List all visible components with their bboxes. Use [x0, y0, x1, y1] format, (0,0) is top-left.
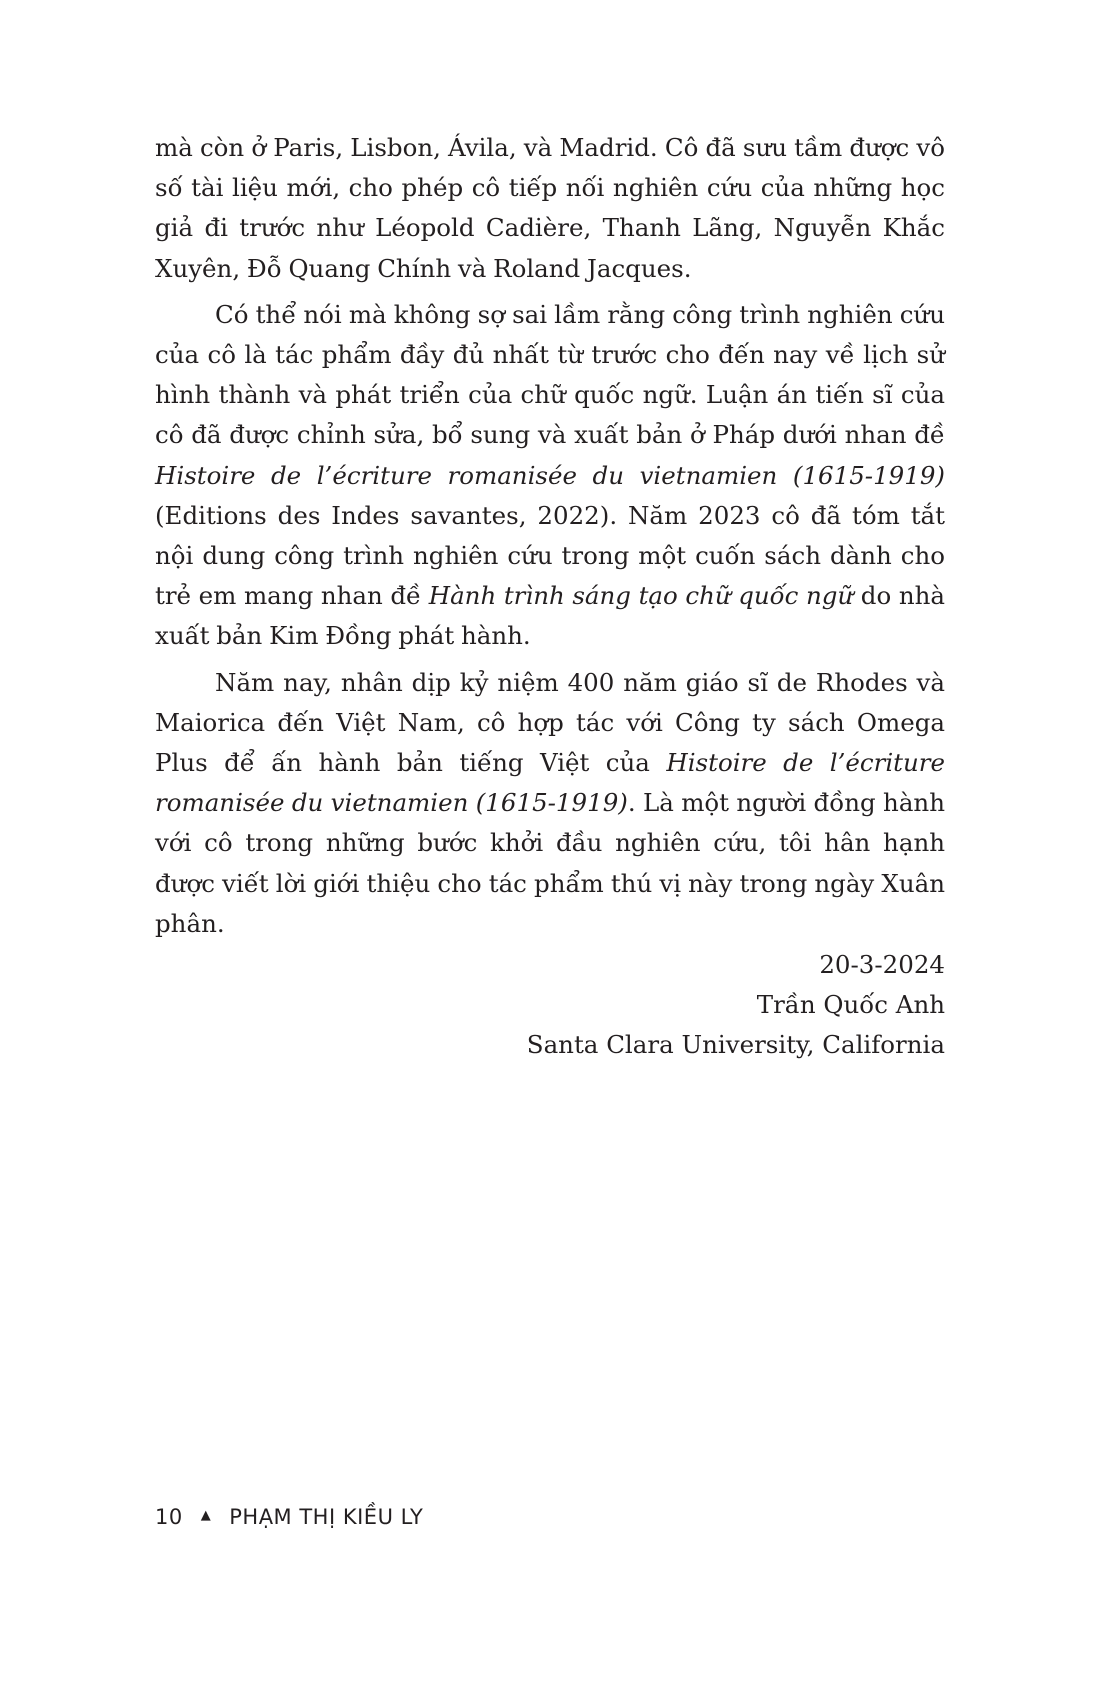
paragraph-2 — [155, 295, 945, 657]
paragraph-2-text-3: do nhà xuất bản Kim Đồng phát hành. — [155, 581, 945, 651]
book-title-italic: Histoire de l’écriture romanisée du vietnamien (1615-1919) — [155, 460, 945, 490]
paragraph-2-text-1: Có thể nói mà không sợ sai lầm rằng công trình nghiên cứu của cô là tác phẩm đầy đủ nhất từ trước cho đến nay về lịch sử hình thành và phát triển của chữ quốc ngữ. Luận án tiến sĩ của cô đã được chỉnh sửa, bổ sung và xuất bản ở Pháp dưới nhan đề — [155, 299, 945, 450]
paragraph-2-text-2: (Editions des Indes savantes, 2022). Năm 2023 cô đã tóm tắt nội dung công trình nghiên cứu trong một cuốn sách dành cho trẻ em mang nhan đề — [155, 500, 945, 611]
body-text — [155, 128, 945, 950]
book-title-italic: Histoire de l’écriture romanisée du vietnamien (1615-1919) — [155, 748, 946, 818]
paragraph-3 — [155, 663, 945, 944]
signature-date: 20-3-2024 — [819, 950, 945, 979]
triangle-separator-icon: ▲ — [200, 1508, 212, 1523]
page-number: 10 — [155, 1505, 183, 1529]
paragraph-3-text-2: . Là một người đồng hành với cô trong những bước khởi đầu nghiên cứu, tôi hân hạnh được viết lời giới thiệu cho tác phẩm thú vị này trong ngày Xuân phân. — [155, 788, 945, 938]
paragraph-1: mà còn ở Paris, Lisbon, Ávila, và Madrid. Cô đã sưu tầm được vô số tài liệu mới, cho phép cô tiếp nối nghiên cứu của những học giả đi trước như Léopold Cadière, Thanh Lãng, Nguyễn Khắc Xuyên, Đỗ Quang Chính và Roland Jacques. — [155, 133, 945, 283]
running-head: PHẠM THỊ KIỀU LY — [229, 1505, 424, 1529]
signature-affiliation: Santa Clara University, California — [526, 1030, 945, 1059]
book-title-italic: Hành trình sáng tạo chữ quốc ngữ — [428, 581, 854, 611]
signature-author: Trần Quốc Anh — [756, 990, 945, 1019]
paragraph-3-text-1: Năm nay, nhân dịp kỷ niệm 400 năm giáo sĩ de Rhodes và Maiorica đến Việt Nam, cô hợp tác với Công ty sách Omega Plus để ấn hành bản tiếng Việt của — [155, 667, 945, 778]
page-footer — [155, 1502, 423, 1532]
signature-block — [527, 945, 945, 1065]
